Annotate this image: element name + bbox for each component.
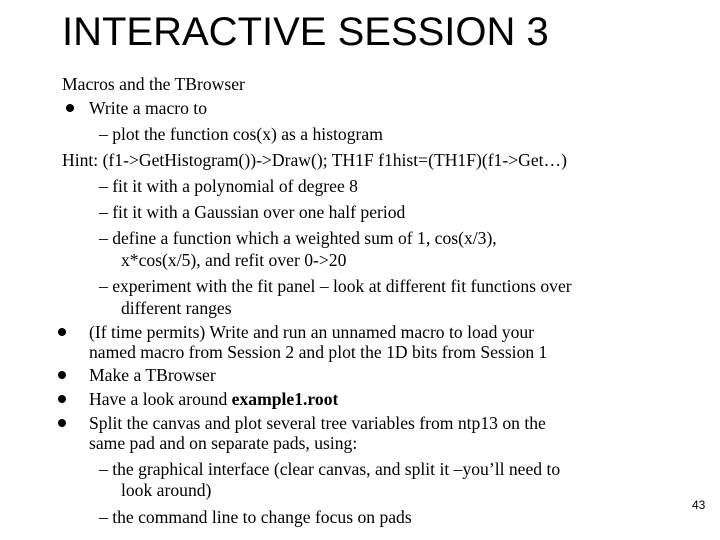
bullet-split-canvas-cont: same pad and on separate pads, using: bbox=[89, 433, 358, 453]
hint-line: Hint: (f1->GetHistogram())->Draw(); TH1F f1hist=(TH1F)(f1->Get…) bbox=[62, 150, 567, 170]
sub-item-graphical-interface: – the graphical interface (clear canvas, and split it –you’ll need to bbox=[99, 459, 561, 479]
bullet-write-macro: Write a macro to bbox=[89, 98, 207, 118]
sub-item-fit-polynomial: – fit it with a polynomial of degree 8 bbox=[99, 176, 358, 196]
sub-item-fit-panel: – experiment with the fit panel – look at different fit functions over bbox=[99, 276, 572, 296]
bullet-icon bbox=[66, 104, 74, 112]
bullet-look-around: Have a look around example1.root bbox=[89, 389, 339, 409]
bullet-make-tbrowser: Make a TBrowser bbox=[89, 365, 216, 385]
sub-item-fit-panel-cont: different ranges bbox=[121, 298, 232, 318]
sub-item-define-function-cont: x*cos(x/5), and refit over 0->20 bbox=[121, 250, 347, 270]
sub-item-graphical-interface-cont: look around) bbox=[121, 480, 212, 500]
sub-item-define-function: – define a function which a weighted sum of 1, cos(x/3), bbox=[99, 228, 497, 248]
bullet-icon bbox=[58, 328, 66, 336]
bullet-split-canvas: Split the canvas and plot several tree variables from ntp13 on the bbox=[89, 413, 546, 433]
sub-item-fit-gaussian: – fit it with a Gaussian over one half period bbox=[99, 202, 406, 222]
file-name: example1.root bbox=[231, 389, 339, 409]
bullet-icon bbox=[58, 419, 66, 427]
sub-item-command-line: – the command line to change focus on pads bbox=[99, 507, 412, 527]
bullet-unnamed-macro-cont: named macro from Session 2 and plot the 1D bits from Session 1 bbox=[89, 342, 548, 362]
bullet-icon bbox=[58, 395, 66, 403]
bullet-icon bbox=[58, 371, 66, 379]
page-number: 43 bbox=[692, 498, 706, 512]
slide-title: INTERACTIVE SESSION 3 bbox=[62, 10, 549, 54]
bullet-unnamed-macro: (If time permits) Write and run an unnamed macro to load your bbox=[89, 322, 535, 342]
section-heading: Macros and the TBrowser bbox=[62, 74, 245, 94]
sub-item-plot-cos: – plot the function cos(x) as a histogram bbox=[99, 124, 383, 144]
